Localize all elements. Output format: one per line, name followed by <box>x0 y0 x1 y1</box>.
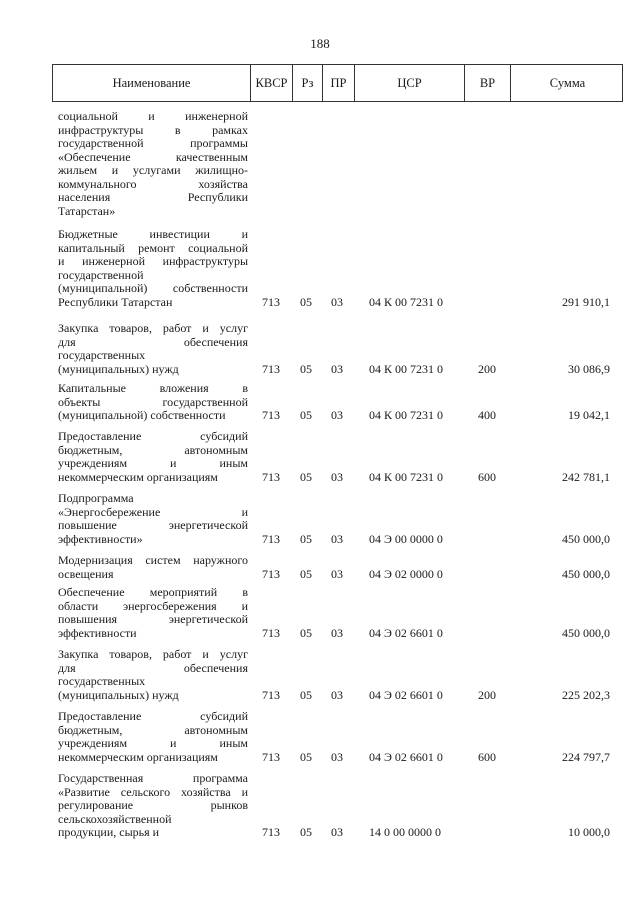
row-pr: 03 <box>331 749 343 764</box>
page-number: 188 <box>310 36 330 51</box>
row-kvsr: 713 <box>262 469 280 484</box>
row-name-line: некоммерческим организациям <box>58 750 218 764</box>
row-pr: 03 <box>331 408 343 422</box>
row-name-line: капитальный ремонт социальной <box>58 241 248 255</box>
row-name-line: некоммерческим организациям <box>58 470 218 484</box>
row-name-line: «Развитие сельского хозяйства и <box>58 785 248 799</box>
row-sum: 450 000,0 <box>562 566 610 581</box>
row-name-line: бюджетным, автономным <box>58 443 248 457</box>
row-name-line: населения Республики <box>58 191 248 204</box>
header-csr: ЦСР <box>355 65 465 101</box>
row-name-line: жильем и услугами жилищно- <box>58 164 248 177</box>
row-kvsr: 713 <box>262 408 280 422</box>
row-csr: 04 Э 02 6601 0 <box>369 625 443 640</box>
row-pr: 03 <box>331 361 343 376</box>
header-name: Наименование <box>53 65 251 101</box>
row-name-line: Предоставление субсидий <box>58 430 248 443</box>
row-rz: 05 <box>300 825 312 839</box>
row-pr: 03 <box>331 825 343 839</box>
row-rz: 05 <box>300 625 312 640</box>
header-rz: Рз <box>293 65 323 101</box>
row-name <box>58 228 248 309</box>
row-name-line: повышение энергетической <box>58 519 248 532</box>
row-name-line: и инженерной инфраструктуры <box>58 255 248 268</box>
row-kvsr: 713 <box>262 687 280 702</box>
row-name-line: (муниципальных) нужд <box>58 362 179 376</box>
row-name <box>58 772 248 840</box>
row-name-line: инфраструктуры в рамках <box>58 123 248 137</box>
header-sum: Сумма <box>549 76 586 90</box>
row-name-line: для обеспечения <box>58 335 248 349</box>
row-name <box>58 322 248 376</box>
row-name-line: эффективности» <box>58 532 143 546</box>
row-kvsr: 713 <box>262 531 280 546</box>
row-name-line: социальной и инженерной <box>58 110 248 123</box>
row-name-line: сельскохозяйственной <box>58 812 172 826</box>
row-sum: 19 042,1 <box>568 408 610 422</box>
row-vr: 200 <box>478 687 496 702</box>
row-vr: 400 <box>478 408 496 422</box>
row-rz: 05 <box>300 687 312 702</box>
row-name-line: регулирование рынков <box>58 799 248 812</box>
row-name-line: освещения <box>58 567 114 581</box>
row-name <box>58 648 248 702</box>
row-name-line: государственных <box>58 675 146 688</box>
row-name-line: бюджетным, автономным <box>58 723 248 737</box>
row-name-line: области энергосбережения и <box>58 599 248 613</box>
row-name-line: Бюджетные инвестиции и <box>58 228 248 241</box>
row-kvsr: 713 <box>262 566 280 581</box>
row-csr: 04 К 00 7231 0 <box>369 361 444 376</box>
row-rz: 05 <box>300 566 312 581</box>
row-pr: 03 <box>331 566 343 581</box>
row-csr: 04 Э 02 6601 0 <box>369 749 443 764</box>
row-pr: 03 <box>331 687 343 702</box>
row-name-line: коммунального хозяйства <box>58 177 248 191</box>
row-name-line: учреждениям и иным <box>58 737 248 750</box>
row-kvsr: 713 <box>262 625 280 640</box>
row-sum: 30 086,9 <box>568 361 610 376</box>
row-csr: 04 К 00 7231 0 <box>369 408 444 422</box>
row-rz: 05 <box>300 361 312 376</box>
row-name-line: государственной программы <box>58 137 248 150</box>
row-sum: 450 000,0 <box>562 531 610 546</box>
row-kvsr: 713 <box>262 361 280 376</box>
row-name-line: Закупка товаров, работ и услуг <box>58 322 248 335</box>
row-csr: 04 Э 02 0000 0 <box>369 566 443 581</box>
row-name-line: Капитальные вложения в <box>58 382 248 395</box>
row-vr: 600 <box>478 749 496 764</box>
row-name <box>58 586 248 640</box>
row-sum: 10 000,0 <box>568 825 610 839</box>
row-pr: 03 <box>331 294 343 309</box>
row-name <box>58 492 248 546</box>
row-name-line: (муниципальной) собственности <box>58 282 248 295</box>
row-name-line: государственных <box>58 349 146 362</box>
header-vr: ВР <box>465 65 511 101</box>
row-pr: 03 <box>331 531 343 546</box>
row-name-line: Татарстан» <box>58 204 116 218</box>
row-rz: 05 <box>300 294 312 309</box>
row-sum: 224 797,7 <box>562 749 610 764</box>
row-pr: 03 <box>331 469 343 484</box>
header-kvsr: КВСР <box>251 65 293 101</box>
row-name <box>58 710 248 764</box>
row-sum: 225 202,3 <box>562 687 610 702</box>
row-sum: 450 000,0 <box>562 625 610 640</box>
row-name-line: Предоставление субсидий <box>58 710 248 723</box>
row-name-line: (муниципальной) собственности <box>58 409 226 422</box>
row-kvsr: 713 <box>262 825 280 839</box>
row-name-line: Республики Татарстан <box>58 295 173 309</box>
row-name <box>58 554 248 581</box>
row-name-line: повышения энергетической <box>58 613 248 626</box>
row-name-line: учреждениям и иным <box>58 457 248 470</box>
row-name-line: Государственная программа <box>58 772 248 785</box>
row-name-line: эффективности <box>58 626 137 640</box>
row-pr: 03 <box>331 625 343 640</box>
row-kvsr: 713 <box>262 294 280 309</box>
row-vr: 200 <box>478 361 496 376</box>
row-csr: 14 0 00 0000 0 <box>369 825 441 839</box>
row-name <box>58 110 248 218</box>
header-pr: ПР <box>323 65 355 101</box>
row-sum: 242 781,1 <box>562 469 610 484</box>
row-name-line: для обеспечения <box>58 661 248 675</box>
row-rz: 05 <box>300 531 312 546</box>
row-csr: 04 К 00 7231 0 <box>369 294 444 309</box>
row-rz: 05 <box>300 469 312 484</box>
row-name-line: Обеспечение мероприятий в <box>58 586 248 599</box>
row-name-line: государственной <box>58 268 144 282</box>
row-name-line: объекты государственной <box>58 395 248 409</box>
row-name <box>58 382 248 423</box>
row-name <box>58 430 248 484</box>
row-name-line: продукции, сырья и <box>58 826 160 839</box>
row-rz: 05 <box>300 749 312 764</box>
row-rz: 05 <box>300 408 312 422</box>
row-vr: 600 <box>478 469 496 484</box>
row-csr: 04 К 00 7231 0 <box>369 469 444 484</box>
row-name-line: «Энергосбережение и <box>58 505 248 519</box>
row-name-line: Модернизация систем наружного <box>58 554 248 567</box>
row-name-line: (муниципальных) нужд <box>58 688 179 702</box>
row-name-line: Закупка товаров, работ и услуг <box>58 648 248 661</box>
row-kvsr: 713 <box>262 749 280 764</box>
row-name-line: «Обеспечение качественным <box>58 150 248 164</box>
row-name-line: Подпрограмма <box>58 492 134 505</box>
row-sum: 291 910,1 <box>562 294 610 309</box>
table-header <box>52 64 623 102</box>
row-csr: 04 Э 02 6601 0 <box>369 687 443 702</box>
row-csr: 04 Э 00 0000 0 <box>369 531 443 546</box>
